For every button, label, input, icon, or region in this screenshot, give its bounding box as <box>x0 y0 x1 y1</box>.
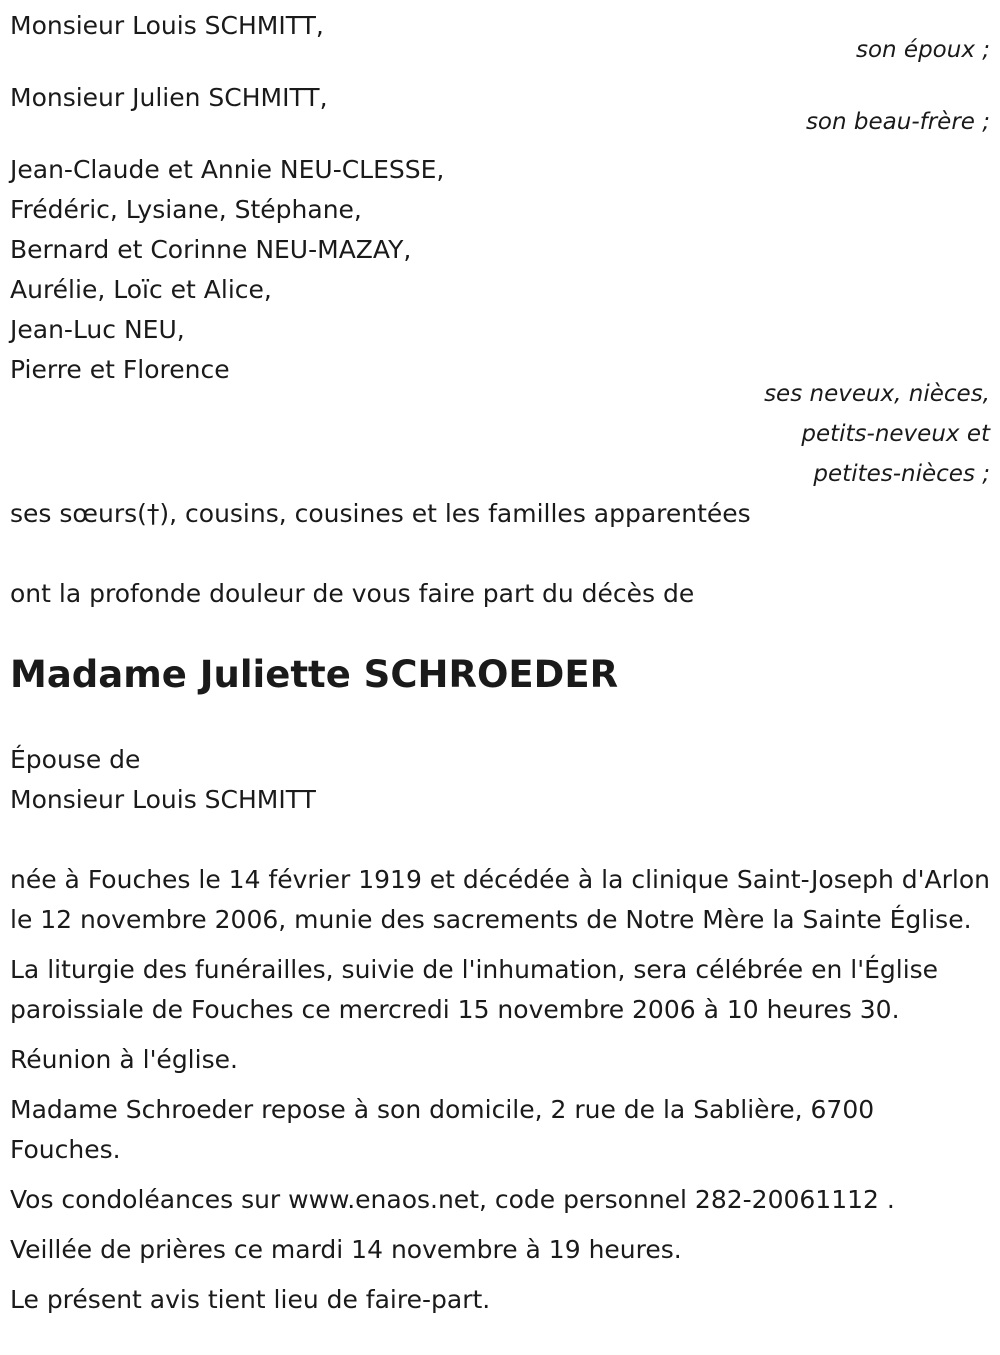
family-role: petits-neveux et <box>801 421 990 447</box>
family-name-line: Monsieur Julien SCHMITT, <box>10 83 328 112</box>
family-group-brother-in-law <box>10 78 990 142</box>
family-name-line: Pierre et Florence <box>10 355 230 384</box>
paragraph-vigil: Veillée de prières ce mardi 14 novembre à 19 heures. <box>10 1235 682 1264</box>
family-group-spouse <box>10 6 990 70</box>
family-name-line: Frédéric, Lysiane, Stéphane, <box>10 195 362 224</box>
spouse-name: Monsieur Louis SCHMITT <box>10 785 316 814</box>
family-role: son beau-frère ; <box>805 109 990 135</box>
announcement-text: ont la profonde douleur de vous faire part du décès de <box>10 579 695 608</box>
family-name-line: Aurélie, Loïc et Alice, <box>10 275 272 304</box>
paragraph-resting: Madame Schroeder repose à son domicile, 2 rue de la Sablière, 6700 Fouches. <box>10 1095 875 1164</box>
paragraph-notice: Le présent avis tient lieu de faire-part. <box>10 1285 491 1314</box>
relatives-line: ses sœurs(†), cousins, cousines et les familles apparentées <box>10 499 751 528</box>
paragraph-funeral: La liturgie des funérailles, suivie de l'inhumation, sera célébrée en l'Église paroissiale de Fouches ce mercredi 15 novembre 2006 à 10 heures 30. <box>10 955 939 1024</box>
family-name-line: Jean-Luc NEU, <box>10 315 185 344</box>
family-name-line: Bernard et Corinne NEU-MAZAY, <box>10 235 412 264</box>
family-role: ses neveux, nièces, <box>764 381 990 407</box>
spouse-label: Épouse de <box>10 745 141 774</box>
paragraph-meeting: Réunion à l'église. <box>10 1045 238 1074</box>
obituary-notice <box>10 6 990 1330</box>
deceased-name: Madame Juliette SCHROEDER <box>10 653 619 696</box>
family-group-nephews-nieces <box>10 150 990 494</box>
family-name-line: Jean-Claude et Annie NEU-CLESSE, <box>10 155 445 184</box>
family-name-line: Monsieur Louis SCHMITT, <box>10 11 324 40</box>
family-role: petites-nièces ; <box>813 461 990 487</box>
paragraph-birth-death: née à Fouches le 14 février 1919 et décédée à la clinique Saint-Joseph d'Arlon le 12 novembre 2006, munie des sacrements de Notre Mère la Sainte Église. <box>10 865 990 934</box>
paragraph-condolences: Vos condoléances sur www.enaos.net, code personnel 282-20061112 . <box>10 1185 895 1214</box>
family-role: son époux ; <box>855 37 990 63</box>
